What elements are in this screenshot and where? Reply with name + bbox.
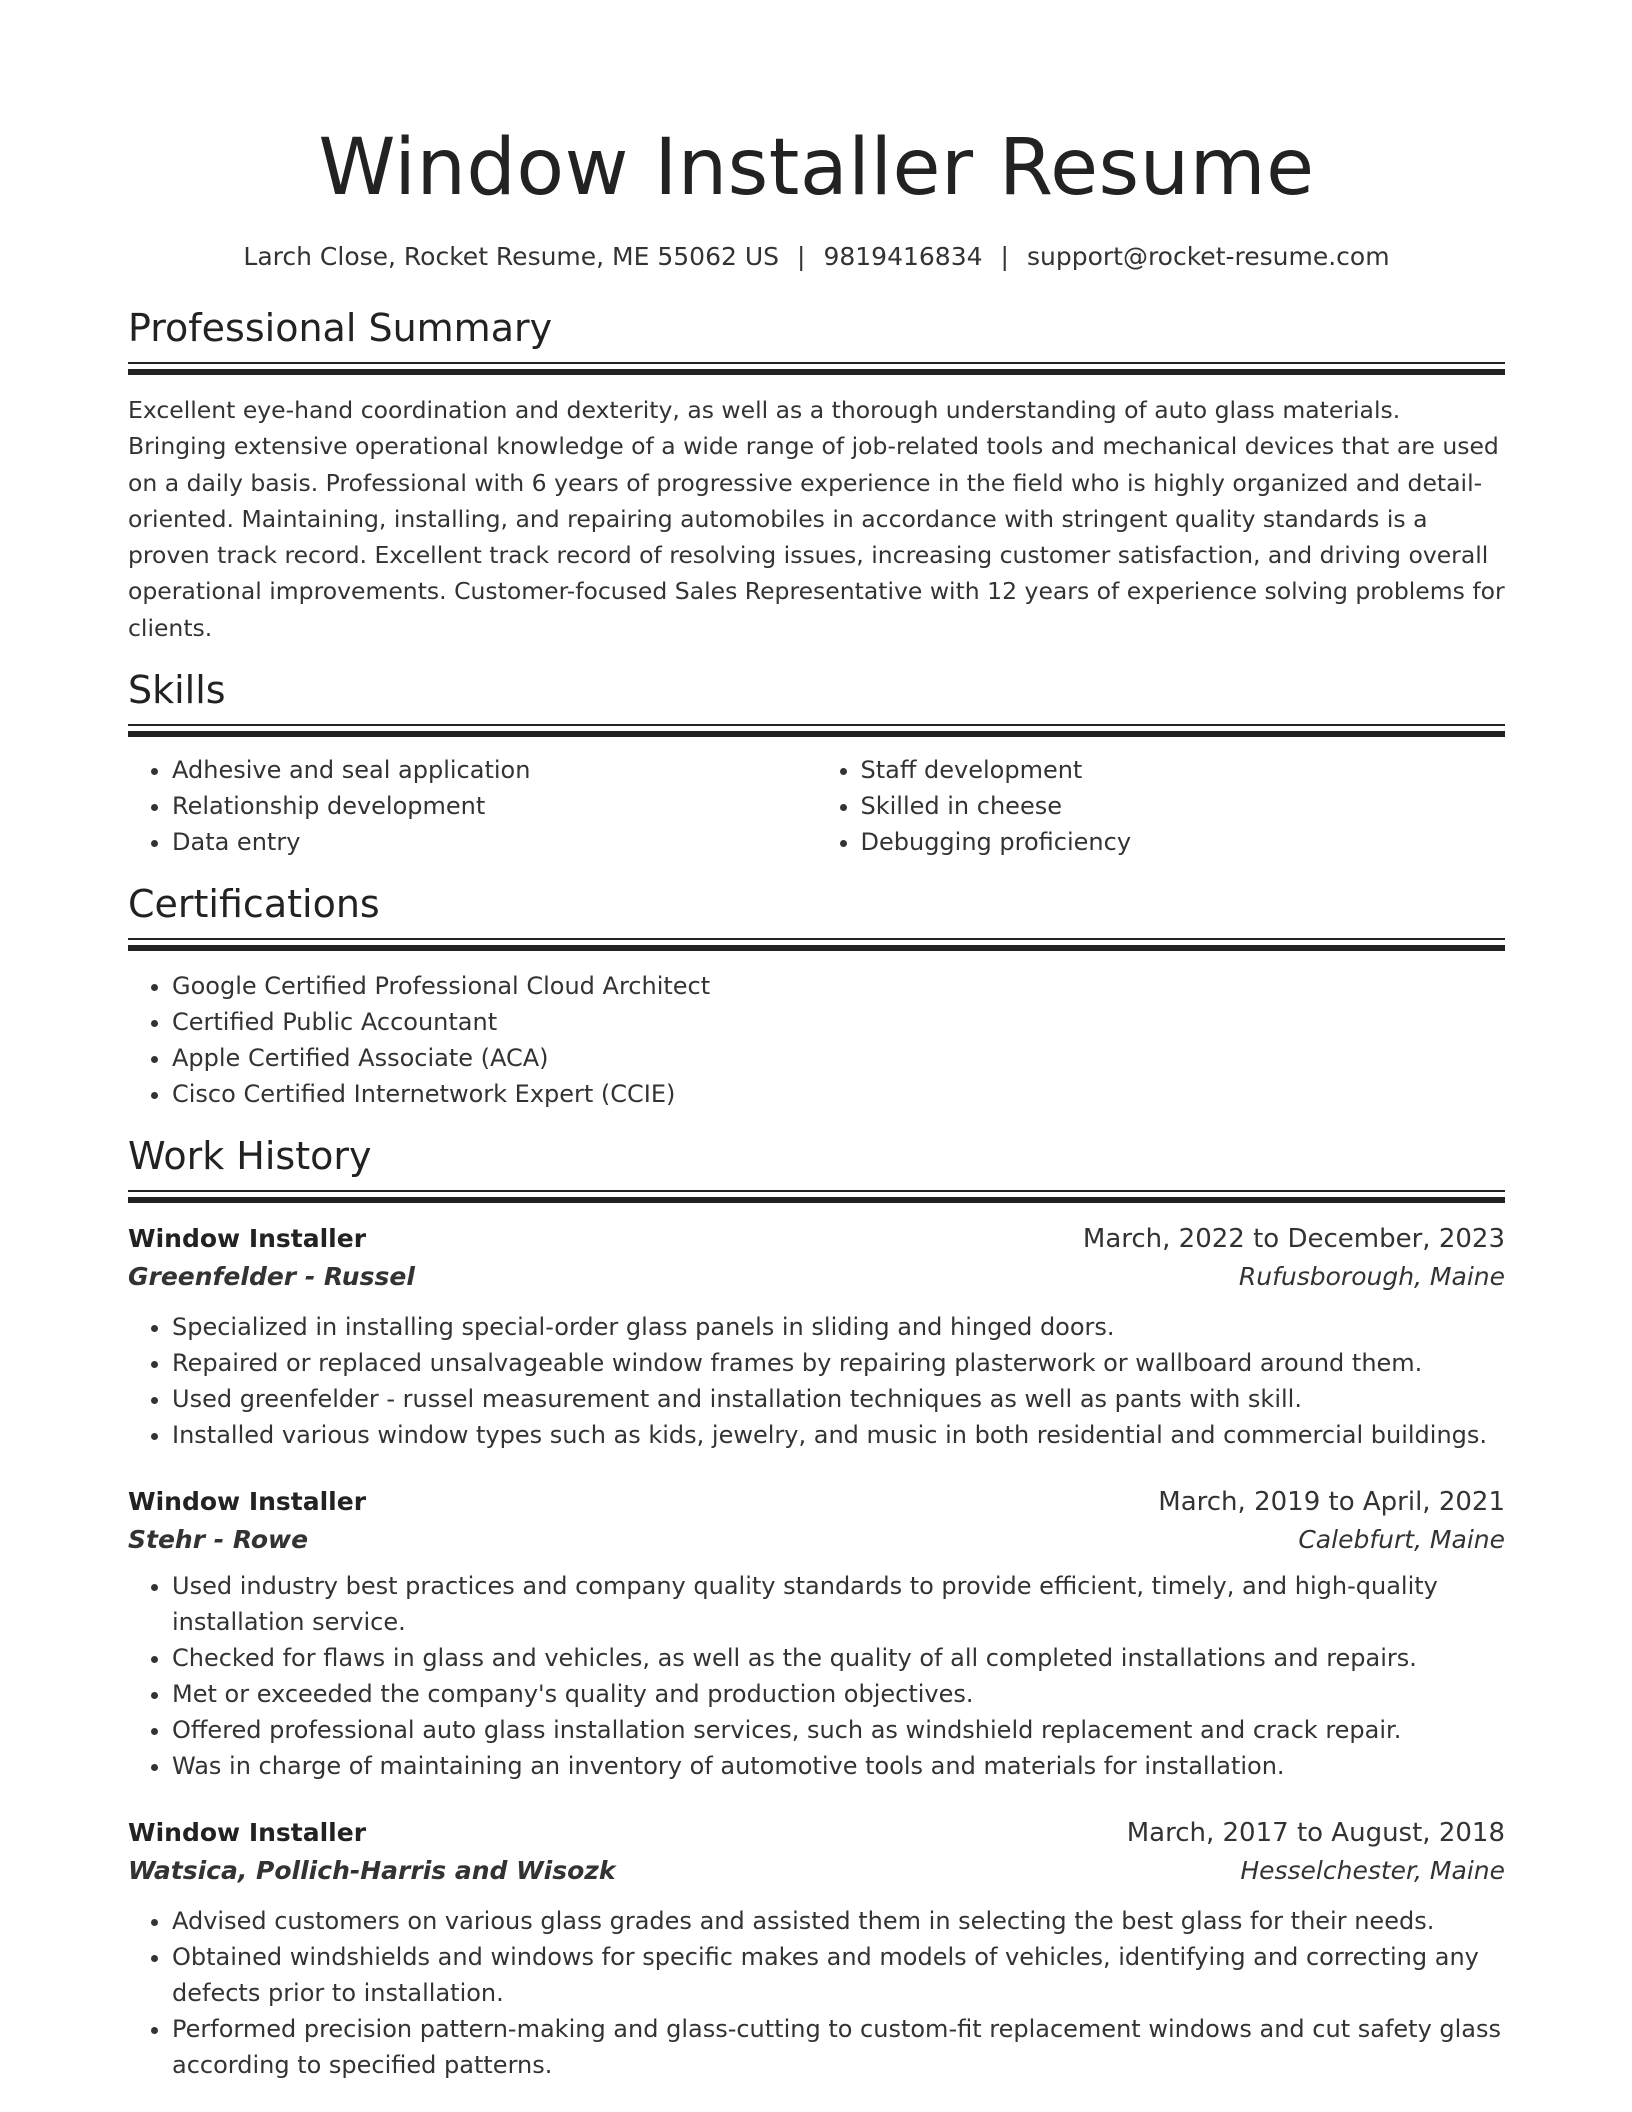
job-bullet: • Checked for flaws in glass and vehicles, as well as the quality of all completed installations and repairs. (172, 1640, 1505, 1676)
work-history-section (128, 1132, 1505, 2083)
skills-list-left (128, 752, 817, 860)
skill-item: • Skilled in cheese (861, 788, 1506, 824)
work-history-heading: Work History (128, 1134, 372, 1179)
skill-item: • Debugging proficiency (861, 824, 1506, 860)
skill-item: • Adhesive and seal application (172, 752, 817, 788)
skills-section (128, 666, 1505, 860)
resume-title: Window Installer Resume (318, 123, 1315, 213)
job-location: Hesselchester, Maine (1240, 1856, 1505, 1886)
contact-line (128, 240, 1505, 274)
job-company: Watsica, Pollich-Harris and Wisozk (128, 1856, 616, 1886)
summary-text: Excellent eye-hand coordination and dexterity, as well as a thorough understanding of auto glass materials. Bringing extensive operational knowledge of a wide range of job-related tools and mechanical devices that are used on a daily basis. Professional with 6 years of progressive experience in the field who is highly organized and detail-oriented. Maintaining, installing, and repairing automobiles in accordance with stringent quality standards is a proven track record. Excellent track record of resolving issues, increasing customer satisfaction, and driving overall operational improvements. Customer-focused Sales Representative with 12 years of experience solving problems for clients. (128, 396, 1505, 642)
certification-item: • Google Certified Professional Cloud Architect (172, 968, 1505, 1004)
section-divider (128, 724, 1505, 738)
job-title: Window Installer (128, 1818, 367, 1848)
summary-heading: Professional Summary (128, 306, 553, 350)
job-bullet: • Performed precision pattern-making and glass-cutting to custom-fit replacement windows and cut safety glass according to specified patterns. (172, 2011, 1505, 2083)
contact-phone: 9819416834 (823, 242, 983, 271)
job-bullet: • Used greenfelder - russel measurement and installation techniques as well as pants with skill. (172, 1381, 1505, 1417)
job-bullet: • Repaired or replaced unsalvageable window frames by repairing plasterwork or wallboard around them. (172, 1345, 1505, 1381)
skill-item: • Relationship development (172, 788, 817, 824)
skill-item: • Data entry (172, 824, 817, 860)
job-location: Rufusborough, Maine (1238, 1262, 1505, 1292)
contact-separator: | (797, 242, 806, 271)
job-bullets (128, 1568, 1505, 1784)
skill-item: • Staff development (861, 752, 1506, 788)
section-divider (128, 362, 1505, 376)
contact-email: support@rocket-resume.com (1026, 242, 1390, 271)
job-entry (128, 1814, 1505, 2083)
job-bullet: • Was in charge of maintaining an inventory of automotive tools and materials for installation. (172, 1748, 1505, 1784)
skills-grid (128, 752, 1505, 860)
job-dates: March, 2019 to April, 2021 (1158, 1487, 1505, 1518)
contact-address: Larch Close, Rocket Resume, ME 55062 US (243, 242, 780, 271)
certifications-heading: Certifications (128, 882, 380, 927)
section-divider (128, 938, 1505, 952)
certifications-section (128, 880, 1505, 1112)
job-bullet: • Met or exceeded the company's quality and production objectives. (172, 1676, 1505, 1712)
job-bullet: • Used industry best practices and company quality standards to provide efficient, timely, and high-quality installation service. (172, 1568, 1505, 1640)
job-dates: March, 2022 to December, 2023 (1082, 1224, 1505, 1255)
summary-section (128, 304, 1505, 646)
job-bullet: • Advised customers on various glass grades and assisted them in selecting the best glass for their needs. (172, 1903, 1505, 1939)
job-company: Stehr - Rowe (128, 1525, 309, 1555)
job-bullets (128, 1309, 1505, 1453)
job-entry (128, 1483, 1505, 1784)
job-bullet: • Specialized in installing special-order glass panels in sliding and hinged doors. (172, 1309, 1505, 1345)
job-bullet: • Obtained windshields and windows for specific makes and models of vehicles, identifying and correcting any defects prior to installation. (172, 1939, 1505, 2011)
skills-list-right (817, 752, 1506, 860)
section-divider (128, 1190, 1505, 1204)
certification-item: • Certified Public Accountant (172, 1004, 1505, 1040)
skills-heading: Skills (128, 668, 226, 713)
job-title: Window Installer (128, 1224, 367, 1254)
job-company: Greenfelder - Russel (128, 1262, 415, 1292)
job-location: Calebfurt, Maine (1298, 1525, 1505, 1555)
contact-separator: | (1000, 242, 1009, 271)
certification-item: • Apple Certified Associate (ACA) (172, 1040, 1505, 1076)
job-title: Window Installer (128, 1487, 367, 1517)
job-bullet: • Installed various window types such as kids, jewelry, and music in both residential and commercial buildings. (172, 1417, 1505, 1453)
job-bullet: • Offered professional auto glass installation services, such as windshield replacement and crack repair. (172, 1712, 1505, 1748)
job-bullets (128, 1903, 1505, 2083)
certification-item: • Cisco Certified Internetwork Expert (CCIE) (172, 1076, 1505, 1112)
certifications-list (128, 968, 1505, 1112)
job-entry (128, 1220, 1505, 1453)
job-dates: March, 2017 to August, 2018 (1126, 1818, 1505, 1849)
